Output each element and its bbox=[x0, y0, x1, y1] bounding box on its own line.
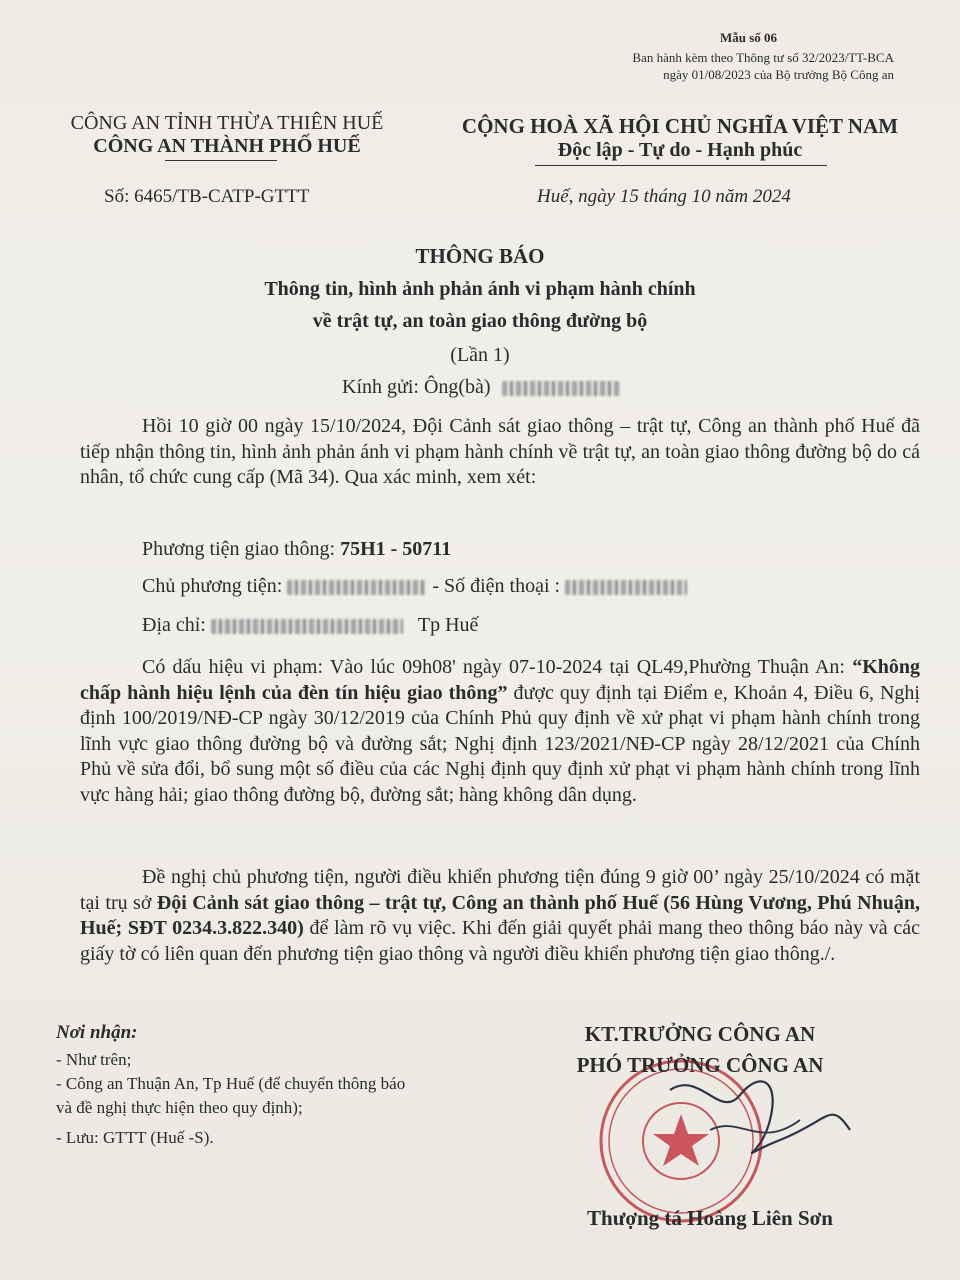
address-city: Tp Huế bbox=[417, 614, 479, 636]
recipient-item: - Công an Thuận An, Tp Huế (để chuyển thông báo bbox=[56, 1074, 406, 1093]
redacted-owner bbox=[287, 580, 427, 595]
recipient-item: - Lưu: GTTT (Huế -S). bbox=[56, 1128, 214, 1147]
form-note-line: ngày 01/08/2023 của Bộ trưởng Bộ Công an bbox=[663, 67, 894, 82]
document-title: THÔNG BÁO bbox=[415, 244, 545, 268]
request-office: Đội Cảnh sát giao thông – trật tự, Công an thành phố Huế (56 Hùng Vương, Phú Nhuận, Huế; SĐT 0234.3.822.340) bbox=[80, 891, 920, 940]
vehicle-label: Phương tiện giao thông: bbox=[142, 538, 341, 560]
document-subtitle: Thông tin, hình ảnh phản ánh vi phạm hành chính bbox=[264, 278, 696, 300]
violation-legal-basis: được quy định tại Điểm e, Khoản 4, Điều 6, Nghị định 100/2019/NĐ-CP ngày 30/12/2019 của Chính Phủ quy định về xử phạt vi phạm hành chính trong lĩnh vực giao thông đường bộ và đường sắt; Nghị định 123/2021/NĐ-CP ngày 28/12/2021 của Chính Phủ về sửa đổi, bổ sung một số điều của các Nghị định quy định xử phạt vi phạm hành chính trong lĩnh vực hàng hải; giao thông đường bộ, đường sắt; hàng không dân dụng. bbox=[80, 681, 920, 806]
signature-subtitle: PHÓ TRƯỞNG CÔNG AN bbox=[576, 1053, 824, 1077]
request-instructions: để làm rõ vụ việc. Khi đến giải quyết phải mang theo thông báo này và các giấy tờ có liên quan đến phương tiện giao thông và người điều khiển phương tiện giao thông./. bbox=[80, 917, 920, 965]
violation-paragraph bbox=[80, 655, 920, 809]
national-title: CỘNG HOÀ XÃ HỘI CHỦ NGHĨA VIỆT NAM bbox=[461, 114, 899, 138]
vehicle-plate: 75H1 - 50711 bbox=[340, 538, 452, 560]
motto-underline bbox=[535, 165, 827, 166]
request-paragraph bbox=[80, 865, 920, 967]
redacted-address bbox=[211, 619, 403, 634]
parent-agency: CÔNG AN TỈNH THỪA THIÊN HUẾ bbox=[70, 112, 384, 134]
signatory-name: Thượng tá Hoàng Liên Sơn bbox=[587, 1206, 833, 1230]
address-line bbox=[142, 614, 478, 637]
recipient-line bbox=[342, 376, 620, 399]
address-label: Địa chỉ: bbox=[142, 614, 211, 636]
redacted-name bbox=[502, 381, 620, 396]
notice-count: (Lần 1) bbox=[450, 344, 510, 366]
violation-quote: “Không chấp hành hiệu lệnh của đèn tín hiệu giao thông” bbox=[80, 656, 920, 704]
phone-label: - Số điện thoại : bbox=[427, 575, 566, 597]
issuing-agency: CÔNG AN THÀNH PHỐ HUẾ bbox=[93, 135, 361, 157]
place-date: Huế, ngày 15 tháng 10 năm 2024 bbox=[537, 186, 791, 207]
vehicle-line bbox=[142, 538, 451, 561]
owner-label: Chủ phương tiện: bbox=[142, 575, 288, 597]
recipient-item: - Như trên; bbox=[56, 1050, 132, 1069]
owner-line bbox=[142, 575, 687, 598]
handwritten-signature bbox=[660, 1060, 860, 1180]
request-text: Đề nghị chủ phương tiện, người điều khiển phương tiện đúng 9 giờ 00’ ngày 25/10/2024 có mặt tại trụ sở bbox=[80, 866, 920, 914]
form-code: Mẫu số 06 bbox=[720, 30, 778, 45]
document-subtitle: về trật tự, an toàn giao thông đường bộ bbox=[312, 310, 648, 332]
recipient-label: Kính gửi: Ông(bà) bbox=[342, 376, 491, 398]
national-motto: Độc lập - Tự do - Hạnh phúc bbox=[557, 139, 803, 161]
violation-text: Có dấu hiệu vi phạm: Vào lúc 09h08' ngày 07-10-2024 tại QL49,Phường Thuận An: bbox=[142, 656, 853, 678]
document-number: Số: 6465/TB-CATP-GTTT bbox=[104, 186, 310, 207]
agency-underline bbox=[165, 160, 277, 161]
recipient-item: và đề nghị thực hiện theo quy định); bbox=[56, 1098, 303, 1117]
signature-title: KT.TRƯỞNG CÔNG AN bbox=[584, 1022, 816, 1046]
redacted-phone bbox=[565, 580, 687, 595]
intro-paragraph: Hồi 10 giờ 00 ngày 15/10/2024, Đội Cảnh sát giao thông – trật tự, Công an thành phố Huế đã tiếp nhận thông tin, hình ảnh phản ánh vi phạm hành chính về trật tự, an toàn giao thông đường bộ do cá nhân, tổ chức cung cấp (Mã 34). Qua xác minh, xem xét: bbox=[80, 415, 920, 489]
form-note-line: Ban hành kèm theo Thông tư số 32/2023/TT-BCA bbox=[632, 50, 894, 65]
recipients-title: Nơi nhận: bbox=[56, 1022, 138, 1043]
